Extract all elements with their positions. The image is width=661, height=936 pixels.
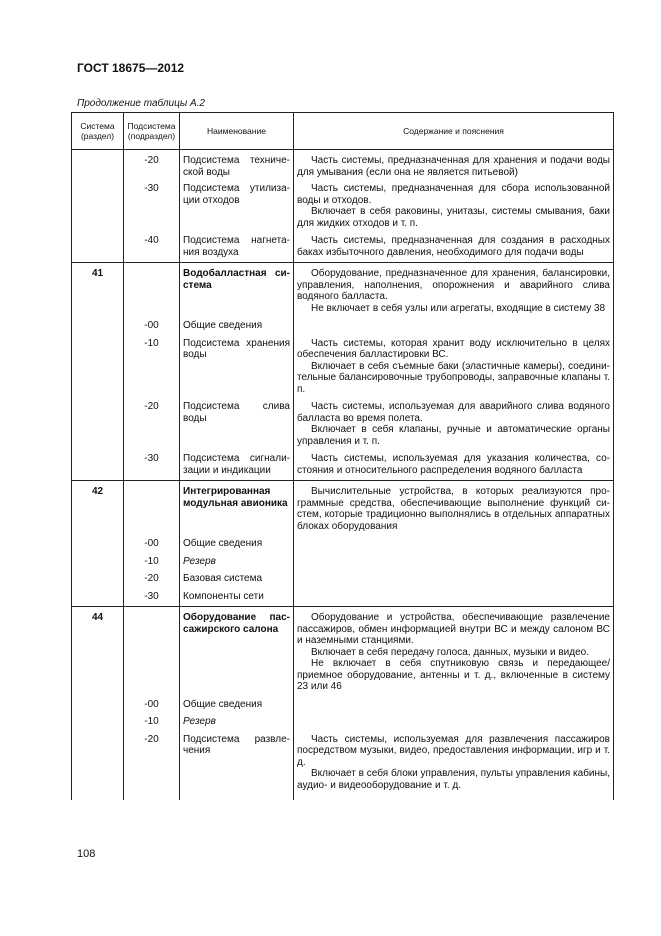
item-description: [294, 333, 614, 397]
system-code: 44: [72, 607, 124, 694]
system-code: 41: [72, 263, 124, 316]
item-name: Оборудование пассажирского салона: [180, 607, 294, 694]
continuation-cell: [294, 792, 614, 800]
table-row: [72, 230, 614, 263]
subsystem-code: -10: [124, 711, 180, 729]
item-name: Подсистема развлечения: [180, 729, 294, 793]
item-description: [294, 533, 614, 551]
item-name: Подсистема утилизации отходов: [180, 178, 294, 230]
item-description: [294, 263, 614, 316]
description-paragraph: Включает в себя передачу голоса, данных, музыки и видео.: [311, 646, 589, 658]
subsystem-code: -00: [124, 533, 180, 551]
table-row: [72, 315, 614, 333]
subsystem-code: -30: [124, 178, 180, 230]
table-row: [72, 481, 614, 534]
item-name: Резерв: [180, 551, 294, 569]
subsystem-code: -20: [124, 568, 180, 586]
item-description: [294, 448, 614, 481]
table-header-row: [72, 113, 614, 150]
system-code: [72, 178, 124, 230]
item-name: Подсистема слива воды: [180, 396, 294, 448]
table-caption: Продолжение таблицы А.2: [77, 98, 205, 109]
table-continuation: [72, 792, 614, 800]
header-subsystem: Подсистема (подраздел): [124, 113, 180, 150]
header-system: Система (раздел): [72, 113, 124, 150]
header-description: Содержание и пояснения: [294, 113, 614, 150]
item-description: [294, 315, 614, 333]
item-name: Подсистема хранения воды: [180, 333, 294, 397]
header-name: Наименование: [180, 113, 294, 150]
item-description: [294, 230, 614, 263]
table-row: [72, 729, 614, 793]
item-name: Базовая система: [180, 568, 294, 586]
item-name: Подсистема технической воды: [180, 150, 294, 179]
table-row: [72, 586, 614, 607]
system-code: [72, 533, 124, 551]
description-paragraph: Часть системы, которая хранит воду исключительно в целях обеспечения балластировки ВС.: [297, 337, 610, 360]
item-name: Резерв: [180, 711, 294, 729]
item-description: [294, 150, 614, 179]
document-title: ГОСТ 18675—2012: [77, 61, 185, 75]
table-row: [72, 448, 614, 481]
item-name: Общие сведения: [180, 533, 294, 551]
item-description: [294, 178, 614, 230]
description-paragraph: Часть системы, предназначенная для сбора использованной воды и отходов.: [297, 183, 610, 206]
table-row: [72, 607, 614, 694]
description-paragraph: Включает в себя блоки управления, пульты управления кабины, аудио- и видеооборудование и т. д.: [297, 768, 610, 791]
subsystem-code: -20: [124, 729, 180, 793]
subsystem-code: [124, 607, 180, 694]
system-code: [72, 315, 124, 333]
item-description: [294, 568, 614, 586]
description-paragraph: Не включает в себя спутниковую связь и передающее/приемное оборудование, антенны и т. д., включенные в систему 23 или 46: [297, 658, 610, 692]
description-paragraph: Часть системы, используемая для указания количества, состояния и относительного распределения водяного балласта: [297, 453, 610, 476]
subsystem-code: -00: [124, 694, 180, 712]
page-number: 108: [77, 848, 96, 860]
item-description: [294, 551, 614, 569]
item-description: [294, 729, 614, 793]
system-code: [72, 694, 124, 712]
subsystem-code: -40: [124, 230, 180, 263]
description-paragraph: Не включает в себя узлы или агрегаты, входящие в систему 38: [311, 302, 606, 314]
table-body: [72, 150, 614, 801]
system-code: [72, 568, 124, 586]
item-description: [294, 694, 614, 712]
description-paragraph: Включает в себя клапаны, ручные и автоматические органы управления и т. п.: [297, 424, 610, 447]
item-description: [294, 607, 614, 694]
table-row: [72, 178, 614, 230]
subsystem-code: -10: [124, 551, 180, 569]
system-code: [72, 150, 124, 179]
item-description: [294, 396, 614, 448]
subsystem-code: -20: [124, 150, 180, 179]
item-name: Подсистема нагнетания воздуха: [180, 230, 294, 263]
description-paragraph: Часть системы, предназначенная для создания в расходных баках избыточного давления, необходимого для подачи воды: [297, 235, 610, 258]
description-paragraph: Оборудование и устройства, обеспечивающие развлечение пассажиров, обмен информацией внутри ВС и между салоном ВС и наземными станциями.: [297, 612, 610, 646]
system-code: 42: [72, 481, 124, 534]
system-code: [72, 551, 124, 569]
system-code: [72, 729, 124, 793]
system-code: [72, 396, 124, 448]
system-code: [72, 711, 124, 729]
item-name: Общие сведения: [180, 315, 294, 333]
item-description: [294, 711, 614, 729]
continuation-cell: [124, 792, 180, 800]
table-row: [72, 150, 614, 179]
table-row: [72, 551, 614, 569]
description-paragraph: Включает в себя съемные баки (эластичные камеры), соединительные балансировочные трубопроводы, заправочные клапаны т. п.: [297, 360, 610, 395]
subsystem-code: [124, 263, 180, 316]
description-paragraph: Часть системы, предназначенная для хранения и подачи воды для умывания (если она не является питьевой): [297, 155, 610, 178]
subsystem-code: -00: [124, 315, 180, 333]
description-paragraph: Включает в себя раковины, унитазы, системы смывания, баки для жидких отходов и т. п.: [297, 206, 610, 229]
system-code: [72, 230, 124, 263]
item-name: Водобалластная система: [180, 263, 294, 316]
description-paragraph: Вычислительные устройства, в которых реализуются программные средства, обеспечивающие выполнение функций систем, которые традиционно выполнялись в отдельных аппаратных блоках оборудования: [297, 486, 610, 532]
item-description: [294, 481, 614, 534]
item-name: Общие сведения: [180, 694, 294, 712]
table-row: [72, 333, 614, 397]
description-paragraph: Оборудование, предназначенное для хранения, балансировки, управления, наполнения, опорожнения и аварийного слива водяного балласта.: [297, 268, 610, 302]
item-description: [294, 586, 614, 607]
continuation-cell: [180, 792, 294, 800]
subsystem-code: -20: [124, 396, 180, 448]
item-name: Подсистема сигнализации и индикации: [180, 448, 294, 481]
subsystem-code: -30: [124, 448, 180, 481]
description-paragraph: Часть системы, используемая для развлечения пассажиров посредством музыки, видео, предоставления информации, игр и т. д.: [297, 733, 610, 768]
table-row: [72, 533, 614, 551]
table-row: [72, 711, 614, 729]
table-row: [72, 263, 614, 316]
table-row: [72, 568, 614, 586]
item-name: Компоненты сети: [180, 586, 294, 607]
system-code: [72, 448, 124, 481]
continuation-cell: [72, 792, 124, 800]
subsystem-code: [124, 481, 180, 534]
subsystem-code: -30: [124, 586, 180, 607]
description-paragraph: Часть системы, используемая для аварийного слива водяного балласта во время полета.: [297, 401, 610, 424]
table-row: [72, 694, 614, 712]
system-code: [72, 586, 124, 607]
table-row: [72, 396, 614, 448]
subsystem-code: -10: [124, 333, 180, 397]
item-name: Интегрированная модульная авионика: [180, 481, 294, 534]
classification-table: [71, 112, 614, 800]
system-code: [72, 333, 124, 397]
